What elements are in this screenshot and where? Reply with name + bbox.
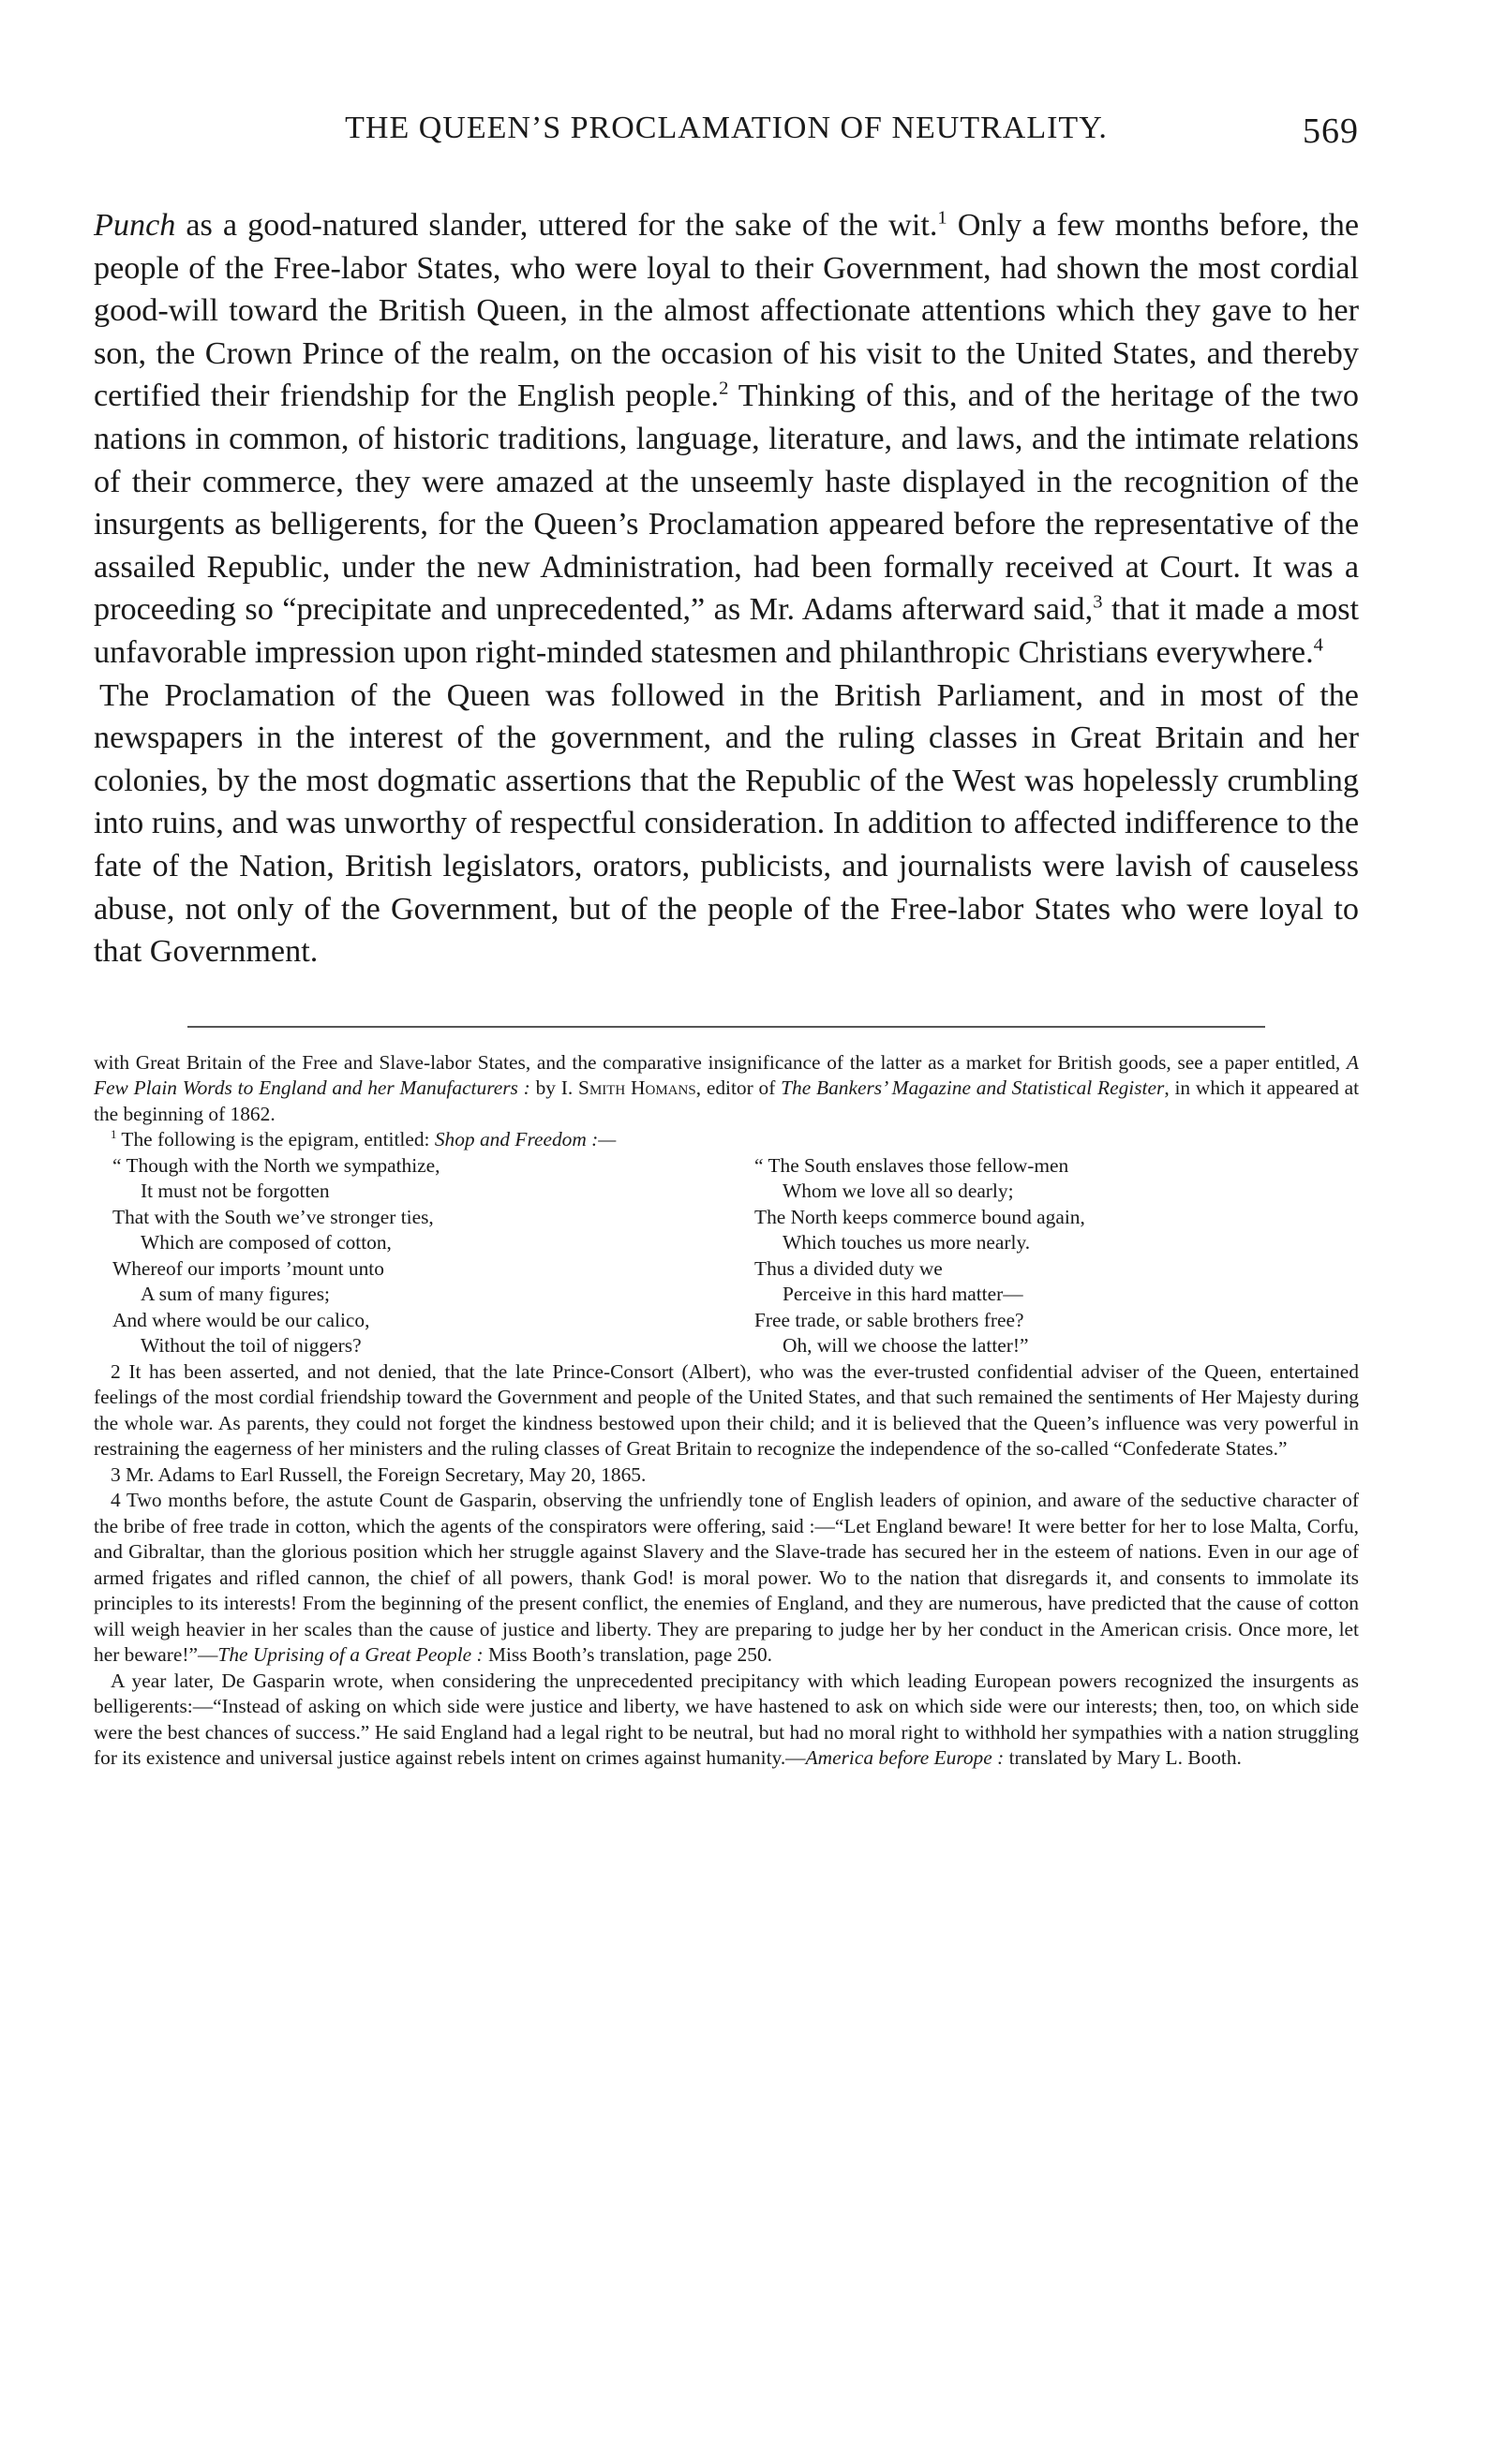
poem-line: Thus a divided duty we <box>754 1256 943 1280</box>
poem-line: “ The South enslaves those fellow-men <box>754 1153 1069 1177</box>
poem-left-column <box>112 1153 717 1359</box>
poem-line: “ Though with the North we sympathize, <box>112 1153 440 1177</box>
poem-line: Free trade, or sable brothers free? <box>754 1308 1024 1331</box>
poem-line: Perceive in this hard matter— <box>783 1283 1023 1306</box>
poem-right-column <box>717 1153 1359 1359</box>
poem-line: And where would be our calico, <box>112 1308 370 1331</box>
footnote-ref: 1 <box>937 207 947 229</box>
paragraph-1: Punch as a good-natured slander, uttered for the sake of the wit.$^1$ Only a few months before, the people of the Free-labor States, who were loyal to their Government, had shown the most cordial good-will toward the British Queen, in the almost affectionate attentions which they gave to her son, the Crown Prince of the realm, on the occasion of his visit to the United States, and thereby certified their friendship for the English people.$^2$ Thinking of this, and of the heritage of the two nations in common, of historic traditions, language, literature, and laws, and the intimate relations of their commerce, they were amazed at the unseemly haste displayed in the recognition of the insurgents as belligerents, for the Queen’s Proclamation appeared before the representative of the assailed Republic, under the new Administration, had been formally received at Court. It was a proceeding so “precipitate and unprecedented,” as Mr. Adams afterward said,$^3$ that it made a most unfavorable impression upon right-minded statesmen and philanthropic Christians everywhere.$^4$ <box>94 207 1360 670</box>
book-page <box>94 111 1359 1772</box>
body-text <box>94 204 1359 973</box>
paragraph-2: The Proclamation of the Queen was followed in the British Parliament, and in most of the newspapers in the interest of the government, and the ruling classes in Great Britain and her colonies, by the most dogmatic assertions that the Republic of the West was hopelessly crumbling into ruins, and was unworthy of respectful consideration. In addition to affected indifference to the fate of the Nation, British legislators, orators, publicists, and journalists were lavish of causeless abuse, not only of the Government, but of the people of the Free-labor States who were loyal to that Government. <box>94 677 1359 970</box>
footnote-divider <box>187 1026 1265 1028</box>
poem-line: Whereof our imports ’mount unto <box>112 1256 384 1280</box>
poem-line: The North keeps commerce bound again, <box>754 1205 1085 1228</box>
footnote-ref: 4 <box>1313 634 1323 656</box>
running-header <box>94 111 1359 163</box>
running-title: THE QUEEN’S PROCLAMATION OF NEUTRALITY. <box>345 111 1108 145</box>
footnote-1: $^1$ The following is the epigram, entitled: Shop and Freedom :— <box>111 1128 617 1151</box>
poem-line: Whom we love all so dearly; <box>783 1180 1014 1203</box>
footnote-ref: 3 <box>1093 591 1103 613</box>
poem-line: Which are composed of cotton, <box>141 1231 392 1254</box>
footnotes <box>94 1050 1359 1772</box>
italic-term: Punch <box>94 208 176 243</box>
page-number: 569 <box>1303 111 1359 151</box>
poem-line: That with the South we’ve stronger ties, <box>112 1205 434 1228</box>
poem-line: Without the toil of niggers? <box>141 1334 362 1358</box>
footnote-2: 2 It has been asserted, and not denied, that the late Prince-Consort (Albert), who was the ever-trusted confidential adviser of the Queen, entertained feelings of the most cordial friendship toward the Government and people of the United States, and that such remained the sentiments of Her Majesty during the whole war. As parents, they could not forget the kindness bestowed upon their child; and it is believed that the Queen’s influence was very powerful in restraining the eagerness of her ministers and the ruling classes of Great Britain to recognize the independence of the so-called “Confederate States.” <box>94 1359 1359 1461</box>
footnote-ref: 2 <box>719 378 729 399</box>
poem-line: Which touches us more nearly. <box>783 1231 1031 1254</box>
poem-line: A sum of many figures; <box>141 1283 330 1306</box>
footnote-continuation: with Great Britain of the Free and Slave-labor States, and the comparative insignificance of the latter as a market for British goods, see a paper entitled, A Few Plain Words to England and her Manufacturers : by I. Smith Homans, editor of The Bankers’ Magazine and Statistical Register, in which it appeared at the beginning of 1862. <box>94 1050 1360 1125</box>
footnote-4-continued: A year later, De Gasparin wrote, when considering the unprecedented precipitancy with which leading European powers recognized the insurgents as belligerents:—“Instead of asking on which side were justice and liberty, we have hastened to ask on which side were our interests; then, too, on which side were the best chances of success.” He said England had a legal right to be neutral, but had no moral right to withhold her sympathies with a nation struggling for its existence and universal justice against rebels intent on crimes against humanity.—America before Europe : translated by Mary L. Booth. <box>94 1669 1359 1770</box>
poem-line: It must not be forgotten <box>141 1180 330 1203</box>
poem-line: Oh, will we choose the latter!” <box>783 1334 1029 1358</box>
epigram-poem <box>112 1153 1359 1359</box>
footnote-4: 4 Two months before, the astute Count de Gasparin, observing the unfriendly tone of English leaders of opinion, and aware of the seductive character of the bribe of free trade in cotton, which the agents of the conspirators were offering, said :—“Let England beware! It were better for her to lose Malta, Corfu, and Gibraltar, than the glorious position which her struggle against Slavery and the Slave-trade has secured her in the esteem of nations. Even in our age of armed frigates and rifled cannon, the chief of all powers, thank God! is moral power. Wo to the nation that disregards it, and consents to immolate its principles to its interests! From the beginning of the present conflict, the enemies of England, and they are numerous, have predicted that the cause of cotton will weigh heavier in her scales than the cause of justice and liberty. They are preparing to judge her by her conduct in the American crisis. Once more, let her beware!”—The Uprising of a Great People : Miss Booth’s translation, page 250. <box>94 1489 1359 1667</box>
footnote-3: 3 Mr. Adams to Earl Russell, the Foreign Secretary, May 20, 1865. <box>111 1462 647 1486</box>
